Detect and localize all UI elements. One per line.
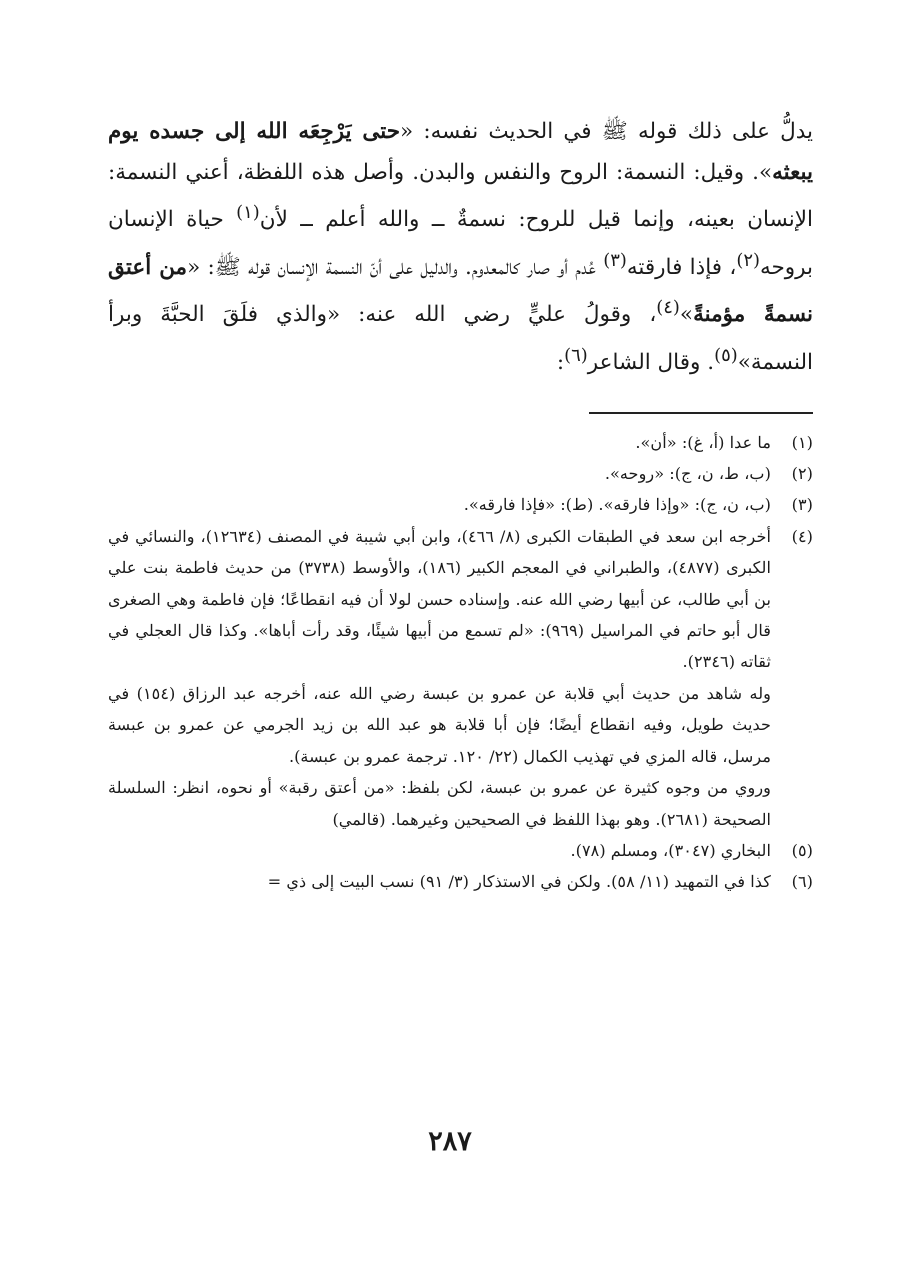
footnote-number: (٥): [791, 840, 813, 860]
footnote-number: (٢): [791, 464, 813, 484]
footnote-1: [108, 427, 813, 458]
footnote-number: (٤): [791, 526, 813, 546]
text-run: ». وقيل: النسمة: الروح والنفس والبدن. وأصل هذه اللفظة، أعني النسمة: الإنسان بعينه، وإنما قيل للروح: نسمةٌ ــ والله أعلم ــ لأن: [108, 159, 813, 233]
footnote-text: أخرجه ابن سعد في الطبقات الكبرى (٨/ ٤٦٦)، وابن أبي شيبة في المصنف (١٢٦٣٤)، والنسائي في الكبرى (٤٨٧٧)، والطبراني في المعجم الكبير (١٨٦)، والأوسط (٣٧٣٨) من حديث فاطمة بنت علي بن أبي طالب، عن أبيها رضي الله عنه. وإسناده حسن لولا أن فيه انقطاعًا؛ فإن فاطمة وهي الصغرى قال أبو حاتم في المراسيل (٩٦٩): «لم تسمع من أبيها شيئًا، وقد رأت أباها». وكذا قال العجلي في ثقاته (٢٣٤٦).: [108, 526, 771, 672]
footnote-text: (ب، ط، ن، ج): «روحه».: [604, 464, 771, 484]
footnote-ref-4[interactable]: (٤): [656, 297, 680, 319]
text-run: يدلُّ على ذلك قوله ﷺ في الحديث نفسه: «: [400, 119, 813, 144]
footnote-text: وروي من وجوه كثيرة عن عمرو بن عبسة، لكن بلفظ: «من أعتق رقبة» أو نحوه، انظر: السلسلة الصحيحة (٢٦٨١). وهو بهذا اللفظ في الصحيحين وغيرهما. (قالمي): [108, 778, 771, 829]
page-body: [108, 112, 813, 898]
page-number: ٢٨٧: [428, 1126, 472, 1157]
text-run: ، فإذا فارقته: [626, 254, 737, 280]
footnote-5: [108, 835, 813, 866]
footnote-4: [108, 521, 813, 835]
footnote-ref-1[interactable]: (١): [236, 202, 260, 223]
hadith-quote: من أعتق نسمةً مؤمنةً: [108, 254, 814, 328]
footnote-2: [108, 458, 813, 489]
footnote-ref-3[interactable]: (٣): [603, 249, 627, 271]
text-run: :: [556, 350, 565, 376]
footnote-separator: [589, 412, 813, 414]
main-text: [108, 112, 813, 384]
footnote-text: وله شاهد من حديث أبي قلابة عن عمرو بن عبسة رضي الله عنه، أخرجه عبد الرزاق (١٥٤) في حديث طويل، وفيه انقطاع أيضًا؛ فإن أبا قلابة هو عبد الله بن زيد الجرمي عن عمرو بن عبسة مرسل، قاله المزي في تهذيب الكمال (٢٢/ ١٢٠. ترجمة عمرو بن عبسة).: [108, 683, 771, 766]
footnote-ref-2[interactable]: (٢): [736, 249, 760, 271]
footnote-6: [108, 866, 813, 897]
hadith-quote: حتى يَرْجِعَه الله إلى جسده يوم يبعثه: [108, 119, 813, 185]
footnote-number: (٣): [791, 495, 813, 515]
text-run: . وقال الشاعر: [587, 350, 715, 376]
footnote-number: (١): [791, 432, 813, 452]
text-run: »: [679, 302, 694, 328]
footnote-text: البخاري (٣٠٤٧)، ومسلم (٧٨).: [570, 840, 771, 860]
text-run: ، وقولُ عليٍّ رضي الله عنه: «والذي فلَقَ الحبَّةَ وبرأ النسمة»: [108, 302, 813, 376]
footnote-ref-5[interactable]: (٥): [714, 344, 738, 366]
footnote-text: (ب، ن، ج): «وإذا فارقه». (ط): «فإذا فارقه».: [463, 495, 771, 515]
text-run: حياة الإنسان بروحه: [108, 207, 813, 280]
text-run: عُدم أو صار كالمعدوم. والدليل على أنّ النسمة الإنسان قوله ﷺ: «: [187, 254, 604, 280]
footnote-3: [108, 489, 813, 520]
footnotes: [108, 427, 813, 898]
footnote-text: كذا في التمهيد (١١/ ٥٨). ولكن في الاستذكار (٣/ ٩١) نسب البيت إلى ذي =: [267, 872, 771, 892]
footnote-ref-6[interactable]: (٦): [564, 344, 588, 366]
main-paragraph: [108, 112, 813, 384]
footnote-text: ما عدا (أ، غ): «أن».: [635, 432, 771, 452]
footnote-number: (٦): [791, 872, 813, 892]
